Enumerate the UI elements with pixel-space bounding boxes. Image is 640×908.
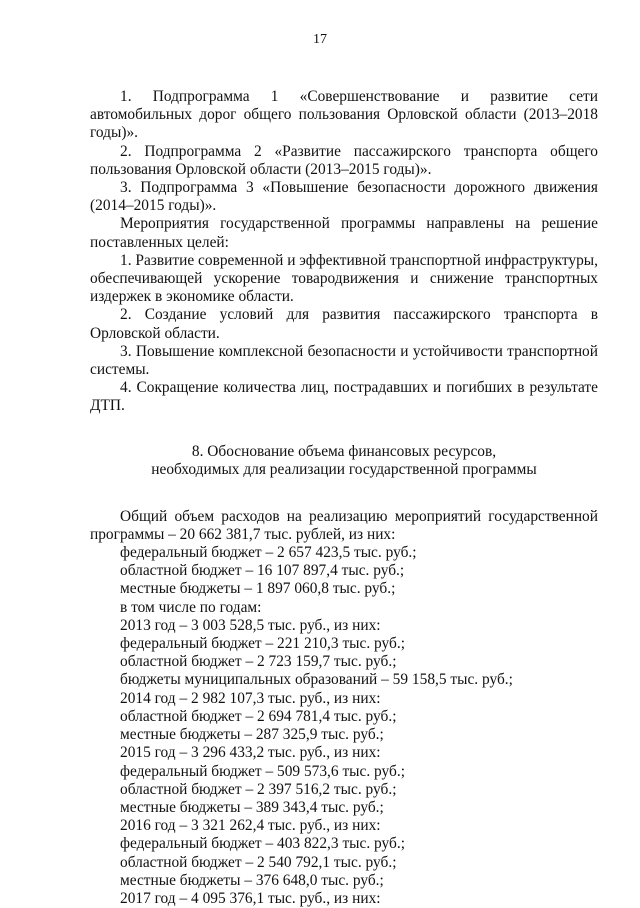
- funding-line: 2017 год – 4 095 376,1 тыс. руб., из них:: [120, 889, 381, 907]
- funding-line: федеральный бюджет – 403 822,3 тыс. руб.;: [120, 835, 405, 853]
- paragraph-subprogram-3: 3. Подпрограмма 3 «Повышение безопасности дорожного движения (2014–2015 годы)».: [90, 179, 598, 215]
- funding-line: в том числе по годам:: [120, 598, 262, 616]
- funding-line: областной бюджет – 2 694 781,4 тыс. руб.;: [120, 707, 397, 725]
- funding-intro: Общий объем расходов на реализацию мероприятий государственной программы – 20 662 381,7 тыс. рублей, из них:: [90, 507, 598, 543]
- section-heading-line-1: 8. Обоснование объема финансовых ресурсов,: [191, 442, 497, 460]
- funding-line: 2016 год – 3 321 262,4 тыс. руб., из них:: [120, 817, 381, 835]
- document-body: [90, 88, 598, 908]
- page-number: 17: [313, 32, 327, 47]
- funding-line: областной бюджет – 2 397 516,2 тыс. руб.;: [120, 780, 397, 798]
- funding-line: местные бюджеты – 389 343,4 тыс. руб.;: [120, 798, 384, 816]
- paragraph-goal-2: 2. Создание условий для развития пассажирского транспорта в Орловской области.: [90, 306, 598, 342]
- funding-line: бюджеты муниципальных образований – 59 158,5 тыс. руб.;: [120, 671, 513, 689]
- paragraph-subprogram-2: 2. Подпрограмма 2 «Развитие пассажирского транспорта общего пользования Орловской области (2013–2015 годы)».: [90, 142, 598, 178]
- funding-line: федеральный бюджет – 509 573,6 тыс. руб.;: [120, 762, 405, 780]
- paragraph-goal-4: 4. Сокращение количества лиц, пострадавших и погибших в результате ДТП.: [90, 379, 598, 415]
- funding-line: 2015 год – 3 296 433,2 тыс. руб., из них:: [120, 744, 381, 762]
- funding-line: местные бюджеты – 287 325,9 тыс. руб.;: [120, 726, 384, 744]
- funding-line: местные бюджеты – 376 648,0 тыс. руб.;: [120, 871, 384, 889]
- section-heading: [90, 443, 598, 480]
- paragraph-goal-1: 1. Развитие современной и эффективной транспортной инфраструктуры, обеспечивающей ускорение товародвижения и снижение транспортных издержек в экономике области.: [90, 251, 598, 306]
- section-heading-line-2: необходимых для реализации государственной программы: [151, 461, 537, 479]
- funding-list: [90, 544, 598, 908]
- funding-line: местные бюджеты – 1 897 060,8 тыс. руб.;: [120, 580, 396, 598]
- funding-line: областной бюджет – 2 723 159,7 тыс. руб.;: [120, 653, 397, 671]
- funding-line: 2014 год – 2 982 107,3 тыс. руб., из них:: [120, 689, 381, 707]
- paragraph-subprogram-1: 1. Подпрограмма 1 «Совершенствование и развитие сети автомобильных дорог общего пользования Орловской области (2013–2018 годы)».: [90, 88, 598, 142]
- paragraph-goal-3: 3. Повышение комплексной безопасности и устойчивости транспортной системы.: [90, 342, 598, 379]
- funding-line: 2013 год – 3 003 528,5 тыс. руб., из них:: [120, 616, 381, 634]
- funding-line: областной бюджет – 16 107 897,4 тыс. руб.;: [120, 562, 405, 580]
- funding-line: федеральный бюджет – 221 210,3 тыс. руб.;: [120, 635, 405, 653]
- funding-line: областной бюджет – 2 540 792,1 тыс. руб.;: [120, 853, 397, 871]
- paragraph-goals-intro: Мероприятия государственной программы направлены на решение поставленных целей:: [90, 215, 598, 251]
- funding-line: федеральный бюджет – 2 657 423,5 тыс. руб.;: [120, 544, 417, 562]
